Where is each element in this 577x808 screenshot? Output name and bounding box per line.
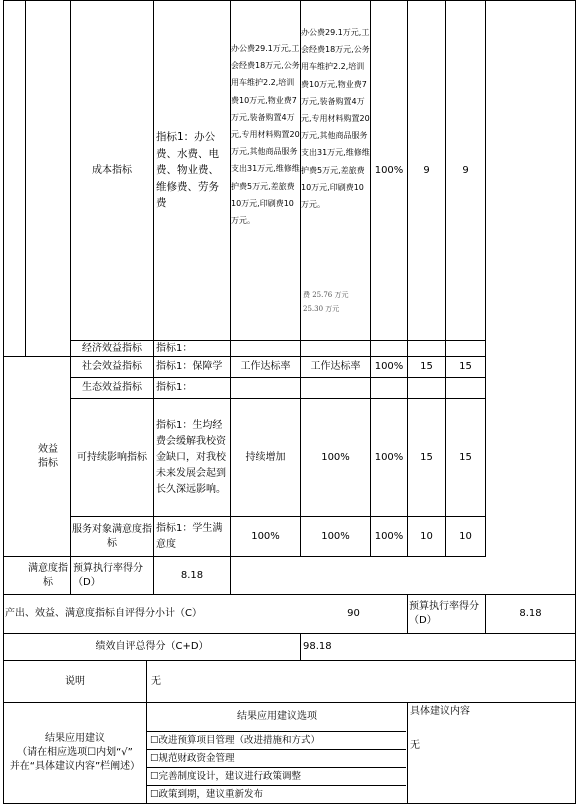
remark-label: 说明 [65,675,85,687]
rule [230,556,231,595]
cost-indicator-label: 成本指标 [92,164,132,176]
sustain-actual: 100% [321,451,350,463]
rule [3,803,575,804]
satisfaction-actual: 100% [321,530,350,542]
rule [25,0,26,357]
satisfaction-weight: 10 [420,530,433,542]
cost-actual-note: 费 25.76 万元 25.30 万元 [303,291,349,313]
subtotal-budget-value: 8.18 [519,608,542,619]
subtotal-label: 产出、效益、满意度指标自评得分小计（C） [5,608,202,619]
sustain-indicator-label: 可持续影响指标 [77,451,147,463]
rule [407,702,408,804]
economic-indicator-text: 指标1： [156,342,193,354]
benefit-group-text: 效益指标 [38,443,58,469]
suggestion-option-policy-renew[interactable]: ☐政策到期，建议重新发布 [150,789,264,800]
cost-target-value: 办公费29.1万元,工会经费18万元,公务用车维护2.2,培训费10万元,物业费7万元,装备购置4万元,专用材料购置20万元,其他商品服务支出31万元,维修维护费5万元,差旅费10万元,印刷费10万元。 [231,44,300,226]
social-score: 15 [459,361,472,372]
satisfaction-indicator-text: 指标1：学生满意度 [156,522,223,550]
suggestion-option-standardize-funds[interactable]: ☐规范财政资金管理 [150,753,235,764]
social-rate: 100% [374,361,404,372]
satisfaction-target: 100% [251,530,280,542]
options-header: 结果应用建议选项 [237,711,317,722]
rule [146,660,147,804]
rule [153,0,154,595]
details-value: 无 [410,740,420,751]
rule [300,633,301,661]
rule [485,0,486,357]
budget-exec-value: 8.18 [180,569,204,581]
rule [575,0,576,804]
sustain-score: 15 [459,451,472,463]
suggestion-option-policy-adjust[interactable]: ☐完善制度设计，建议进行政策调整 [150,771,302,782]
rule [485,356,486,557]
economic-indicator-label: 经济效益指标 [82,342,142,354]
satisfaction-rate: 100% [374,530,404,542]
social-target: 工作达标率 [240,361,291,372]
sustain-target: 持续增加 [245,451,286,463]
budget-exec-label: 预算执行率得分（D） [73,562,143,588]
satisfaction-score: 10 [459,530,472,542]
sustain-weight: 15 [420,451,433,463]
sustain-indicator-text: 指标1：生均经费会缓解我校资金缺口，对我校未来发展会起到长久深远影响。 [156,419,226,495]
benefit-group-label [26,357,70,556]
sustain-rate: 100% [374,451,404,463]
cost-actual-value: 办公费29.1万元,工会经费18万元,公务用车维护2.2,培训费10万元,物业费7万元,装备购置4万元,专用材料购置20万元,其他商品服务支出31万元,维修维护费5万元,差旅费10万元,印刷费10万元。 [301,28,370,210]
social-indicator-text: 指标1：保障学 [156,361,223,372]
social-indicator-label: 社会效益指标 [82,361,142,372]
cost-weight: 9 [423,164,430,176]
social-weight: 15 [420,361,433,372]
satisfaction-group-label [26,557,70,594]
details-header: 具体建议内容 [410,706,470,717]
remark-value: 无 [151,675,161,687]
subtotal-budget-label: 预算执行率得分（D） [409,601,479,626]
total-value: 98.18 [303,641,332,652]
cost-score: 9 [462,164,469,176]
suggestion-label-line2: （请在相应选项☐内划“√” [17,747,133,758]
rule [407,594,408,634]
cost-rate: 100% [374,164,404,176]
suggestion-label [4,703,146,803]
cost-indicator-text: 指标1：办公费、水费、电费、物业费、维修费、劳务费 [156,131,219,210]
satisfaction-indicator-label: 服务对象满意度指标 [72,523,152,549]
suggestion-option-improve-budget[interactable]: ☐改进预算项目管理（改进措施和方式） [150,735,321,746]
eco-indicator-text: 指标1： [156,382,193,393]
eco-indicator-label: 生态效益指标 [82,382,142,393]
satisfaction-group-text: 满意度指标 [28,562,68,588]
total-label: 绩效自评总得分（C+D） [95,641,209,652]
suggestion-label-line1: 结果应用建议 [45,733,105,744]
subtotal-value: 90 [347,608,360,619]
suggestion-label-line3: 并在“具体建议内容”栏阐述） [9,761,141,772]
social-actual: 工作达标率 [310,361,361,372]
